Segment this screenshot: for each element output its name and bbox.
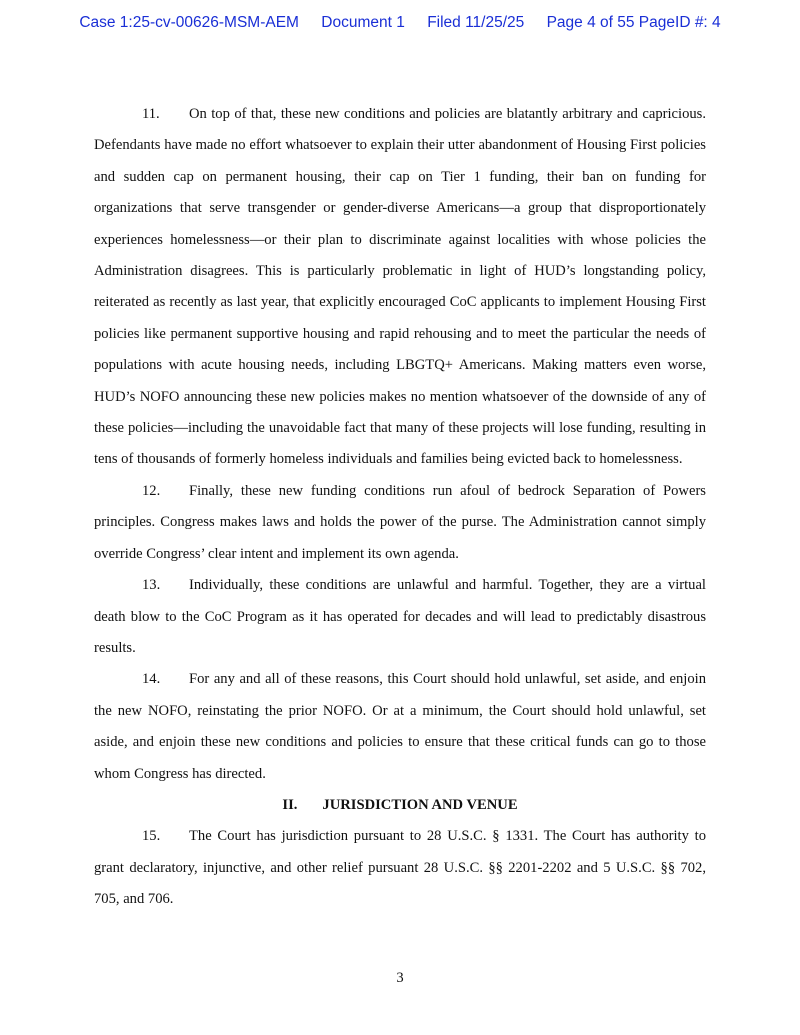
paragraph-14 bbox=[94, 664, 706, 790]
paragraph-text: Individually, these conditions are unlawful and harmful. Together, they are a virtual death blow to the CoC Program as it has operated for decades and will lead to predictably disastrous results. bbox=[94, 577, 706, 656]
paragraph-text: For any and all of these reasons, this Court should hold unlawful, set aside, and enjoin the new NOFO, reinstating the prior NOFO. Or at a minimum, the Court should hold unlawful, set aside, and enjoin these new conditions and policies to ensure that these critical funds can go to those whom Congress has directed. bbox=[94, 671, 706, 782]
paragraph-number: 15. bbox=[142, 828, 161, 845]
paragraph-15 bbox=[94, 821, 706, 915]
paragraph-13 bbox=[94, 570, 706, 664]
filed-date: Filed 11/25/25 bbox=[427, 14, 525, 31]
paragraph-11 bbox=[94, 99, 706, 476]
paragraph-text: The Court has jurisdiction pursuant to 28 U.S.C. § 1331. The Court has authority to grant declaratory, injunctive, and other relief pursuant 28 U.S.C. §§ 2201-2202 and 5 U.S.C. §§ 702, 705, and 706. bbox=[94, 828, 706, 908]
paragraph-number: 14. bbox=[142, 671, 161, 688]
case-number: Case 1:25-cv-00626-MSM-AEM bbox=[79, 14, 299, 31]
section-title: JURISDICTION AND VENUE bbox=[322, 796, 518, 813]
document-number: Document 1 bbox=[321, 14, 405, 31]
paragraph-number: 13. bbox=[142, 577, 161, 594]
paragraph-text: Finally, these new funding conditions run afoul of bedrock Separation of Powers principles. Congress makes laws and holds the power of the purse. The Administration cannot simply override Congress’ clear intent and implement its own agenda. bbox=[94, 482, 706, 562]
paragraph-12 bbox=[94, 476, 706, 570]
page-number: 3 bbox=[396, 970, 404, 986]
page-id: Page 4 of 55 PageID #: 4 bbox=[546, 14, 721, 31]
section-roman-numeral: II. bbox=[282, 796, 298, 813]
ecf-header bbox=[0, 14, 800, 32]
section-heading bbox=[94, 790, 706, 821]
document-body bbox=[94, 99, 706, 916]
paragraph-text: On top of that, these new conditions and policies are blatantly arbitrary and capricious. Defendants have made no effort whatsoever to explain their utter abandonment of Housing First policies and sudden cap on permanent housing, their cap on Tier 1 funding, their ban on funding for organizations that serve transgender or gender-diverse Americans—a group that disproportionately experiences homelessness—or their plan to discriminate against localities with whose policies the Administration disagrees. This is particularly problematic in light of HUD’s longstanding policy, reiterated as recently as last year, that explicitly encouraged CoC applicants to implement Housing First policies like permanent supportive housing and rapid rehousing and to meet the particular the needs of populations with acute housing needs, including LBGTQ+ Americans. Making matters even worse, HUD’s NOFO announcing these new policies makes no mention whatsoever of the downside of any of these policies—including the unavoidable fact that many of these projects will lose funding, resulting in tens of thousands of formerly homeless individuals and families being evicted back to homelessness. bbox=[94, 106, 706, 468]
paragraph-number: 11. bbox=[142, 106, 160, 122]
paragraph-number: 12. bbox=[142, 482, 161, 499]
